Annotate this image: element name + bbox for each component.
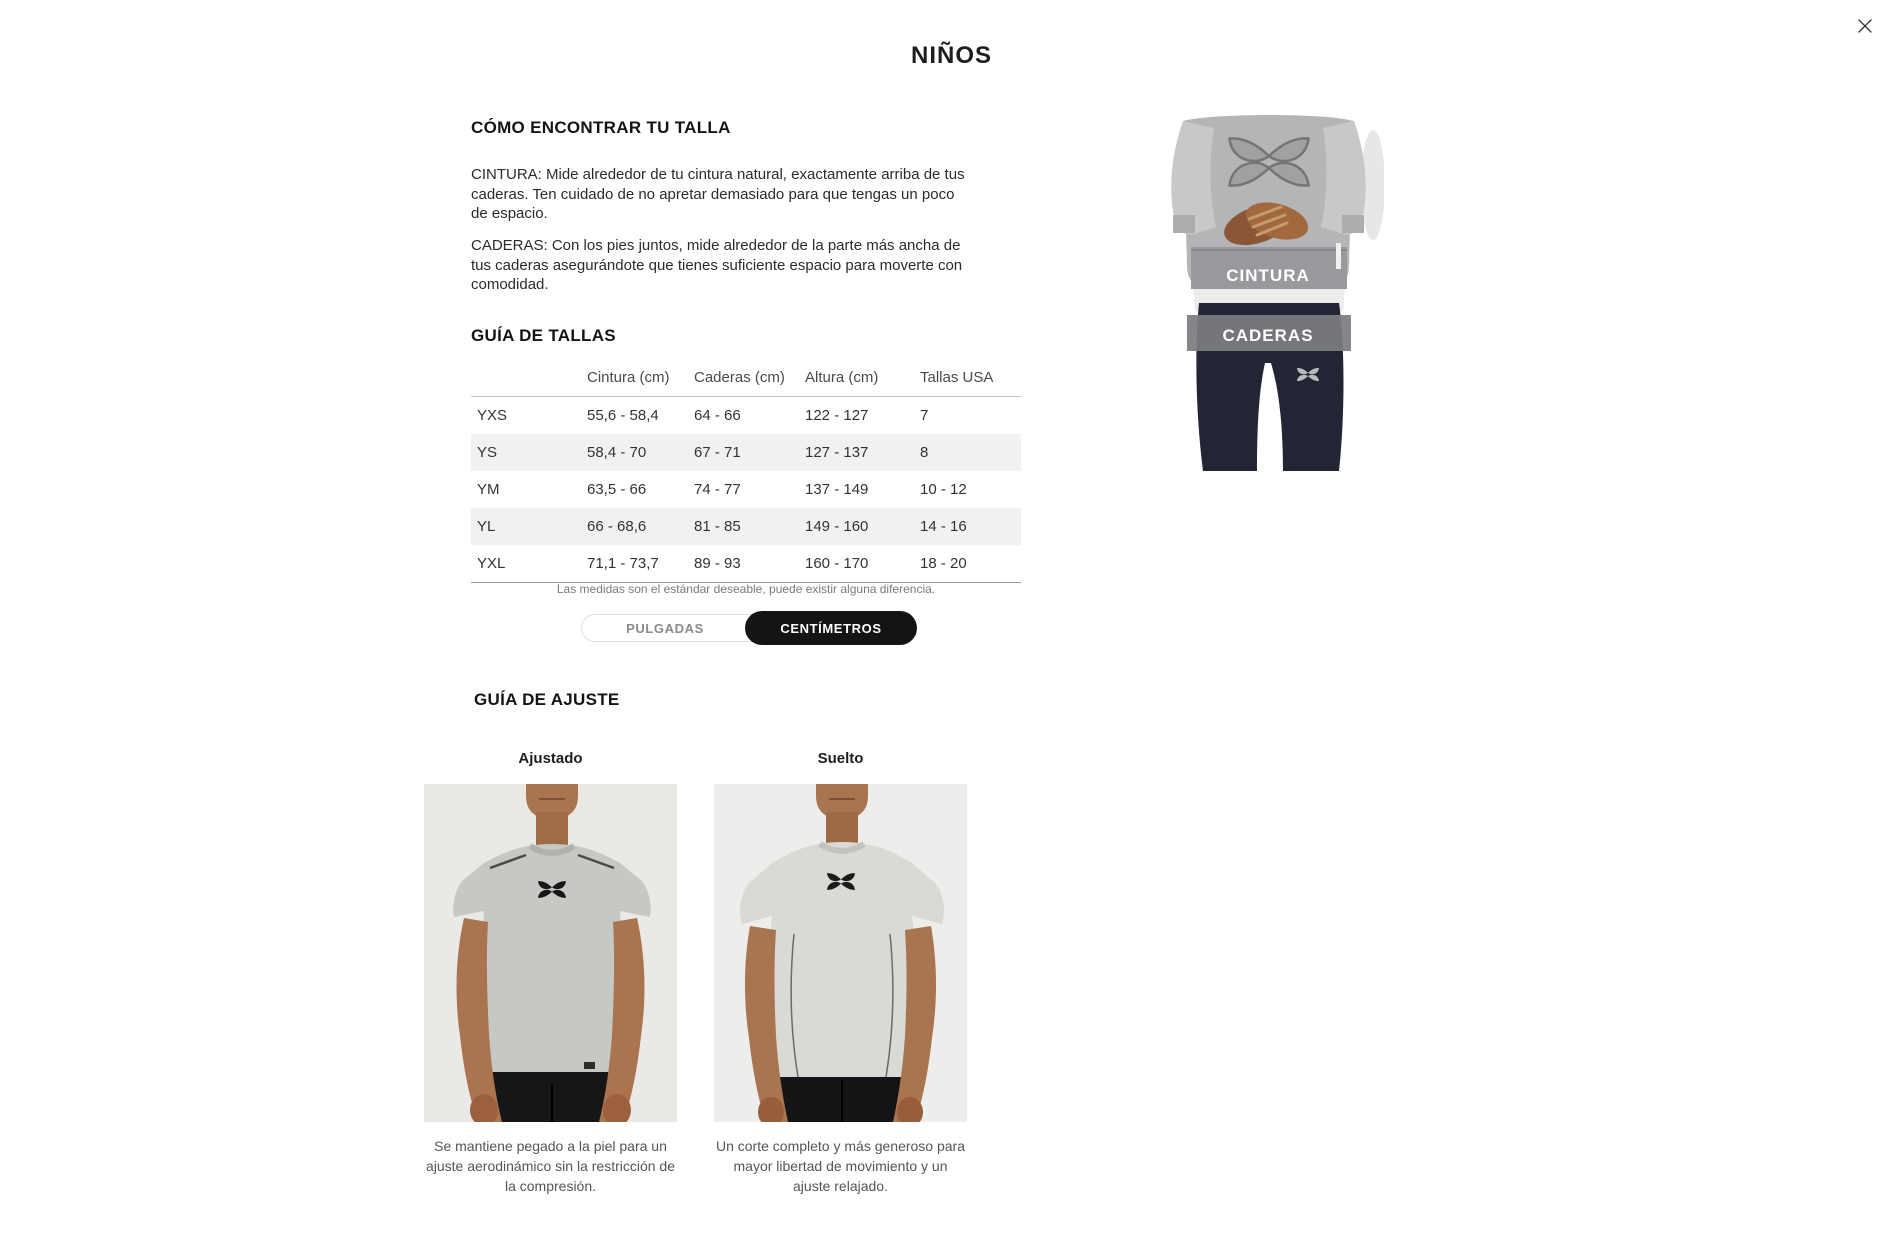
cell-height: 137 - 149 (805, 481, 869, 498)
col-header-hips: Caderas (cm) (688, 356, 799, 397)
table-row (471, 545, 1021, 583)
page-title: NIÑOS (910, 42, 992, 69)
cell-size: YM (477, 481, 500, 498)
fit-label-fitted: Ajustado (518, 750, 583, 767)
fitted-fit-description: Se mantiene pegado a la piel para un ajuste aerodinámico sin la restricción de la compresión. (425, 1138, 675, 1194)
table-row (471, 397, 1021, 435)
size-table (471, 356, 1021, 583)
hips-band-label: CADERAS (1222, 326, 1314, 345)
size-table-note: Las medidas son el estándar deseable, puede existir alguna diferencia. (556, 582, 936, 596)
cell-usa: 18 - 20 (914, 545, 1021, 583)
waist-band-label: CINTURA (1226, 266, 1310, 285)
boy-loose-shirt-illustration (714, 784, 967, 1122)
cell-height: 122 - 127 (805, 407, 869, 424)
model-diagram-illustration (1153, 115, 1384, 473)
boy-fitted-shirt-illustration (424, 784, 677, 1122)
col-header-size (471, 356, 581, 397)
cell-waist: 55,6 - 58,4 (587, 407, 659, 424)
centimeters-toggle-button[interactable]: CENTÍMETROS (745, 611, 918, 645)
fitted-fit-photo (424, 784, 677, 1122)
table-row (471, 434, 1021, 471)
cell-size: YXS (477, 407, 508, 424)
loose-fit-description: Un corte completo y más generoso para mayor libertad de movimiento y un ajuste relajado. (715, 1138, 965, 1194)
cell-hips: 81 - 85 (694, 518, 741, 535)
cell-waist: 63,5 - 66 (587, 481, 647, 498)
close-icon (1853, 11, 1877, 41)
fit-guide-heading: GUÍA DE AJUSTE (474, 690, 620, 709)
cell-size: YXL (471, 545, 581, 583)
cell-usa: 10 - 12 (920, 481, 967, 498)
size-guide-heading: GUÍA DE TALLAS (471, 326, 616, 345)
table-row (471, 471, 1021, 508)
howto-hips-text: CADERAS: Con los pies juntos, mide alrededor de la parte más ancha de tus caderas asegurándote que tienes suficiente espacio para moverte con comodidad. (471, 237, 963, 293)
cell-waist: 71,1 - 73,7 (581, 545, 688, 583)
unit-toggle (581, 614, 915, 642)
howto-heading: CÓMO ENCONTRAR TU TALLA (471, 118, 731, 137)
close-button[interactable] (1847, 8, 1883, 44)
cell-usa: 7 (920, 407, 929, 424)
howto-waist-text: CINTURA: Mide alrededor de tu cintura natural, exactamente arriba de tus caderas. Ten cuidado de no apretar demasiado para que tengas un poco de espacio. (471, 166, 965, 222)
size-table-header-row (471, 356, 1021, 397)
cell-hips: 74 - 77 (694, 481, 741, 498)
cell-size: YL (477, 518, 496, 535)
cell-size: YS (477, 444, 498, 461)
table-row (471, 508, 1021, 545)
cell-waist: 66 - 68,6 (587, 518, 647, 535)
cell-hips: 67 - 71 (694, 444, 741, 461)
cell-waist: 58,4 - 70 (587, 444, 647, 461)
fit-label-loose: Suelto (817, 750, 864, 767)
cell-height: 127 - 137 (805, 444, 869, 461)
cell-hips: 89 - 93 (688, 545, 799, 583)
cell-hips: 64 - 66 (694, 407, 741, 424)
cell-height: 160 - 170 (799, 545, 914, 583)
loose-fit-photo (714, 784, 967, 1122)
cell-usa: 8 (920, 444, 929, 461)
inches-toggle-button[interactable]: PULGADAS (582, 615, 748, 641)
cell-usa: 14 - 16 (920, 518, 967, 535)
col-header-waist: Cintura (cm) (581, 356, 688, 397)
col-header-height: Altura (cm) (799, 356, 914, 397)
col-header-usa: Tallas USA (914, 356, 1021, 397)
cell-height: 149 - 160 (805, 518, 869, 535)
measurement-model-figure (1153, 115, 1384, 473)
